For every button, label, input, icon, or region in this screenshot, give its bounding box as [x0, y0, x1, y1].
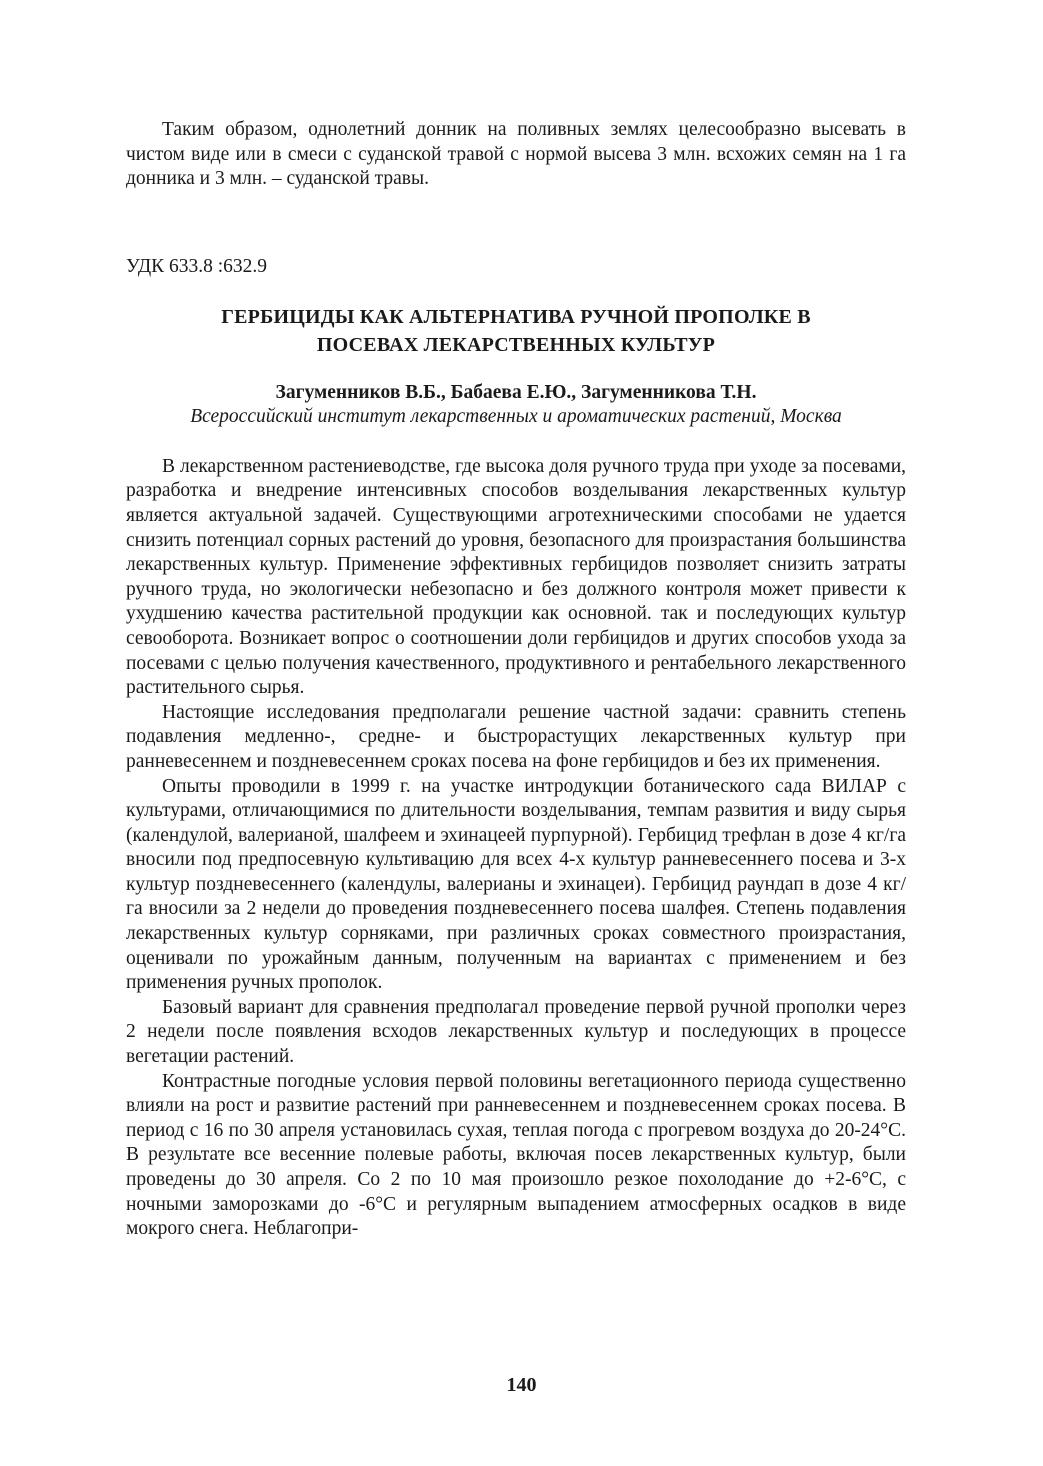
- title-line-1: ГЕРБИЦИДЫ КАК АЛЬТЕРНАТИВА РУЧНОЙ ПРОПОЛКЕ В: [221, 305, 811, 328]
- udk-code: УДК 633.8 :632.9: [126, 255, 268, 277]
- title-line-2: ПОСЕВАХ ЛЕКАРСТВЕННЫХ КУЛЬТУР: [316, 333, 716, 356]
- article-body: [126, 455, 906, 1242]
- intro-paragraph: Таким образом, однолетний донник на поливных землях целесообразно высевать в чистом виде или в смеси с суданской травой с нормой высева 3 млн. всхожих семян на 1 га донника и 3 млн. – суданской травы.: [126, 119, 906, 190]
- body-paragraph: Базовый вариант для сравнения предполагал проведение первой ручной прополки через 2 недели после появления всходов лекарственных культур и последующих в процессе вегетации растений.: [126, 996, 906, 1068]
- body-paragraph: Контрастные погодные условия первой половины вегетационного периода существенно влияли на рост и развитие растений при ранневесеннем и поздневесеннем сроках посева. В период с 16 по 30 апреля установилась сухая, теплая погода с прогревом воздуха до 20-24°С. В результате все весенние полевые работы, включая посев лекарственных культур, были проведены до 30 апреля. Со 2 по 10 мая произошло резкое похолодание до +2-6°С, с ночными заморозками до -6°С и регулярным выпадением атмосферных осадков в виде мокрого снега. Неблагопри-: [126, 1070, 906, 1240]
- authors: Загуменников В.Б., Бабаева Е.Ю., Загуменникова Т.Н.: [275, 381, 757, 403]
- body-paragraph: Настоящие исследования предполагали решение частной задачи: сравнить степень подавления медленно-, средне- и быстрорастущих лекарственных культур при ранневесеннем и поздневесеннем сроках посева на фоне гербицидов и без их применения.: [126, 701, 906, 772]
- body-paragraph: Опыты проводили в 1999 г. на участке интродукции ботанического сада ВИЛАР с культурами, отличающимися по длительности возделывания, темпам развития и виду сырья (календулой, валерианой, шалфеем и эхинацеей пурпурной). Гербицид трефлан в дозе 4 кг/га вносили под предпосевную культивацию для всех 4-х культур ранневесеннего посева и 3-х культур поздневесеннего (календулы, валерианы и эхинацеи). Гербицид раундап в дозе 4 кг/га вносили за 2 недели до проведения поздневесеннего посева шалфея. Степень подавления лекарственных культур сорняками, при различных сроках совместного произрастания, оценивали по урожайным данным, полученным на вариантах с применением и без применения ручных прополок.: [126, 775, 906, 994]
- article-title: [126, 303, 906, 359]
- body-paragraph: В лекарственном растениеводстве, где высока доля ручного труда при уходе за посевами, разработка и внедрение интенсивных способов возделывания лекарственных культур является актуальной задачей. Существующими агротехническими способами не удается снизить потенциал сорных растений до уровня, безопасного для произрастания большинства лекарственных культур. Применение эффективных гербицидов позволяет снизить затраты ручного труда, но экологически небезопасно и без должного контроля может привести к ухудшению качества растительной продукции как основной. так и последующих культур севооборота. Возникает вопрос о соотношении доли гербицидов и других способов ухода за посевами с целью получения качественного, продуктивного и рентабельного лекарственного растительного сырья.: [126, 455, 906, 699]
- affiliation: Всероссийский институт лекарственных и ароматических растений, Москва: [190, 405, 842, 427]
- page-number: 140: [506, 1374, 537, 1396]
- document-page: [126, 118, 906, 1242]
